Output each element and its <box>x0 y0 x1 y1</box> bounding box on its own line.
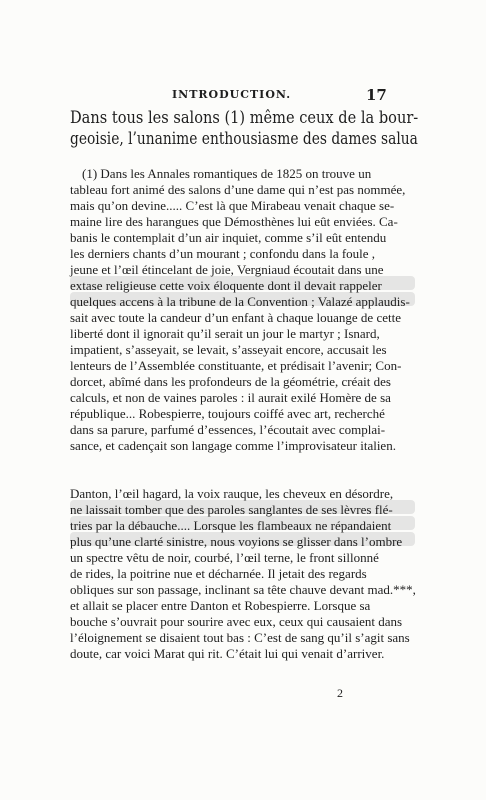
footnote-line: république... Robespierre, toujours coiffé avec art, recherché <box>70 406 385 421</box>
footnote-line: tableau fort animé des salons d’une dame qui n’est pas nommée, <box>70 182 406 197</box>
footnote-line: les derniers chants d’un mourant ; confondu dans la foule , <box>70 246 376 261</box>
running-title: INTRODUCTION. <box>172 88 292 101</box>
footnote-line: impatient, s’asseyait, se levait, s’asseyait encore, accusait les <box>70 342 387 357</box>
page-number: 17 <box>366 86 387 104</box>
footnote-line: Danton, l’œil hagard, la voix rauque, les cheveux en désordre, <box>70 486 394 501</box>
footnote-line: sait avec toute la candeur d’un enfant à chaque louange de cette <box>70 310 401 325</box>
footnote-line: sance, et cadençait son langage comme l’improvisateur italien. <box>70 438 396 453</box>
footnote-line: maine lire des harangues que Démosthènes lui eût enviées. Ca- <box>70 214 398 229</box>
footnote-line: quelques accens à la tribune de la Convention ; Valazé applaudis- <box>70 294 410 309</box>
footnote-line: de rides, la poitrine nue et décharnée. Il jetait des regards <box>70 566 367 581</box>
footnote-line: bouche s’ouvrait pour sourire avec eux, ceux qui causaient dans <box>70 614 403 629</box>
footnote-line: tries par la débauche.... Lorsque les flambeaux ne répandaient <box>70 518 392 533</box>
footnote-line: l’éloignement se disaient tout bas : C’est de sang qu’il s’agit sans <box>70 630 410 645</box>
footnote-line: jeune et l’œil étincelant de joie, Vergniaud écoutait dans une <box>70 262 384 277</box>
footnote-line: banis le contemplait d’un air inquiet, comme s’il eût entendu <box>70 230 387 245</box>
footnote-line: lenteurs de l’Assemblée constituante, et prédisait l’avenir; Con- <box>70 358 402 373</box>
footnote-line: dans sa parure, parfumé d’essences, l’écoutait avec complai- <box>70 422 386 437</box>
main-text-line: geoisie, l’unanime enthousiasme des dames salua <box>70 129 418 149</box>
footnote-line: dorcet, abîmé dans les profondeurs de la géométrie, créait des <box>70 374 391 389</box>
footnote-line: (1) Dans les Annales romantiques de 1825 on trouve un <box>82 166 372 181</box>
footnote-line: obliques sur son passage, inclinant sa tête chauve devant mad.***, <box>70 582 416 597</box>
footnote-line: plus qu’une clarté sinistre, nous voyions se glisser dans l’ombre <box>70 534 403 549</box>
footnote-line: un spectre vêtu de noir, courbé, l’œil terne, le front sillonné <box>70 550 379 565</box>
main-text-line: Dans tous les salons (1) même ceux de la bour- <box>70 108 419 128</box>
footnote-line: extase religieuse cette voix éloquente dont il devait rappeler <box>70 278 382 293</box>
footnote-line: et allait se placer entre Danton et Robespierre. Lorsque sa <box>70 598 371 613</box>
signature-mark: 2 <box>337 686 343 700</box>
footnote-line: liberté dont il ignorait qu’il serait un jour le martyr ; Isnard, <box>70 326 380 341</box>
footnote-line: calculs, et non de vaines paroles : il aurait exilé Homère de sa <box>70 390 391 405</box>
footnote-line: ne laissait tomber que des paroles sanglantes de ses lèvres flé- <box>70 502 393 517</box>
footnote-line: mais qu’on devine..... C’est là que Mirabeau venait chaque se- <box>70 198 395 213</box>
footnote-line: doute, car voici Marat qui rit. C’était lui qui venait d’arriver. <box>70 646 385 661</box>
